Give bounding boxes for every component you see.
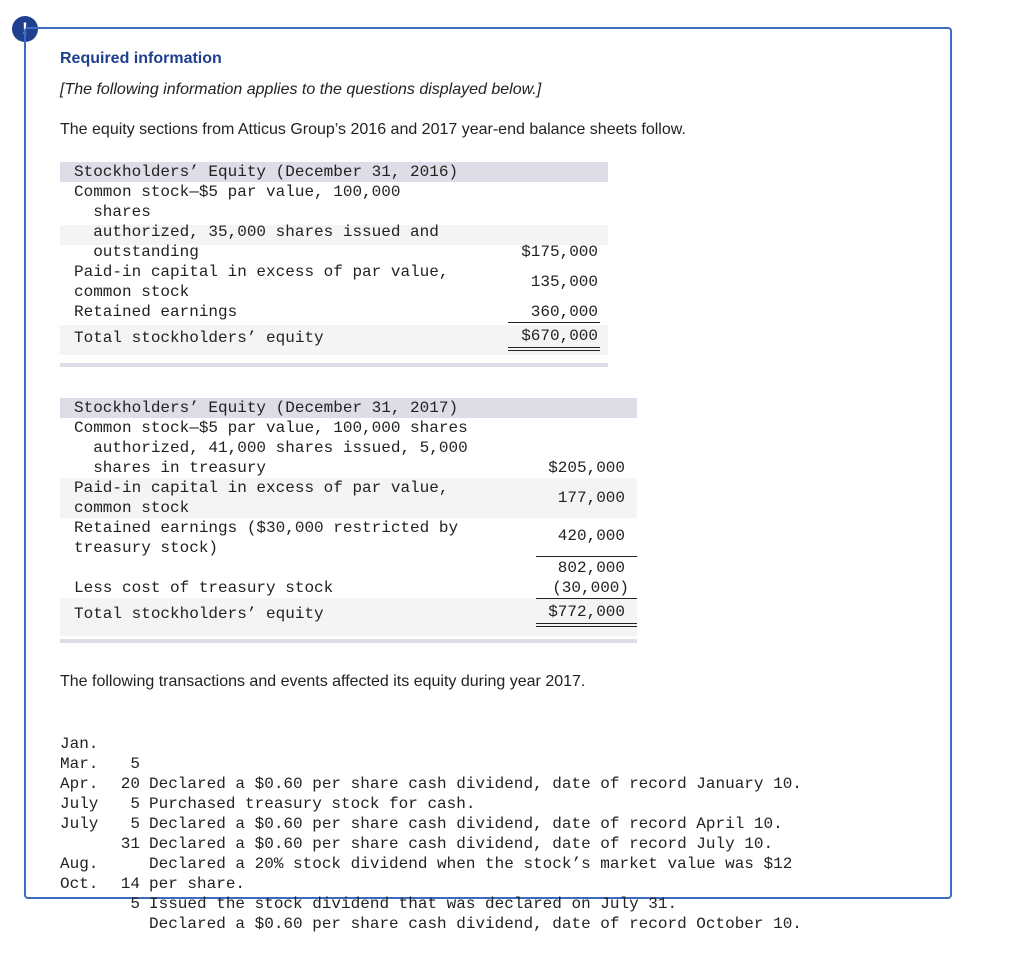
section-title: Required information [60, 50, 222, 67]
table-footer-bar [60, 639, 637, 643]
table-line: treasury stock) [74, 539, 219, 557]
transaction-text: Purchased treasury stock for cash. [149, 795, 476, 813]
amount-cell: (30,000) [552, 579, 629, 597]
transaction-day: 5 [130, 895, 140, 913]
table-line: shares in treasury [74, 459, 267, 477]
amount-cell: $670,000 [521, 327, 598, 345]
transaction-text: Declared a $0.60 per share cash dividend, date of record April 10. [149, 815, 783, 833]
table-line: Paid-in capital in excess of par value, [74, 263, 449, 281]
table-line: Paid-in capital in excess of par value, [74, 479, 449, 497]
table-line: Common stock—$5 par value, 100,000 shares [74, 419, 468, 437]
amount-cell: 135,000 [530, 273, 598, 291]
transaction-month: July [60, 795, 99, 813]
table-line: Retained earnings [74, 303, 238, 321]
table-line: authorized, 41,000 shares issued, 5,000 [74, 439, 468, 457]
double-underline-rule [508, 347, 600, 351]
transactions-list [60, 714, 802, 933]
transaction-day: 20 [120, 775, 140, 793]
transaction-day: 5 [130, 795, 140, 813]
transaction-month: Jan. [60, 735, 99, 753]
table-line: outstanding [74, 243, 199, 261]
transaction-day: 5 [130, 755, 140, 773]
underline-rule [536, 556, 637, 557]
table-line: shares [74, 203, 151, 221]
alert-icon: ! [12, 16, 38, 42]
transaction-day: 5 [130, 815, 140, 833]
transaction-month: Apr. [60, 775, 99, 793]
transaction-text: Declared a $0.60 per share cash dividend, date of record October 10. [149, 915, 802, 933]
info-note: [The following information applies to the questions displayed below.] [60, 81, 542, 98]
underline-rule [508, 322, 600, 323]
double-underline-rule [536, 623, 637, 627]
transaction-month: Mar. [60, 755, 99, 773]
transaction-month: Aug. [60, 855, 99, 873]
table-line: authorized, 35,000 shares issued and [74, 223, 439, 241]
table-line: Total stockholders’ equity [74, 329, 324, 347]
amount-cell: $175,000 [521, 243, 598, 261]
transaction-text: Declared a 20% stock dividend when the stock’s market value was $12 [149, 855, 793, 873]
amount-cell: $205,000 [548, 459, 625, 477]
transaction-text: Declared a $0.60 per share cash dividend, date of record January 10. [149, 775, 802, 793]
transaction-text: per share. [149, 875, 246, 893]
equity-table-2016 [60, 162, 608, 372]
amount-cell: 360,000 [530, 303, 598, 321]
amount-cell: 177,000 [557, 489, 625, 507]
table-line: common stock [74, 499, 190, 517]
table-footer-bar [60, 363, 608, 367]
equity-table-2017 [60, 398, 637, 648]
amount-cell: 802,000 [557, 559, 625, 577]
table-line: Retained earnings ($30,000 restricted by [74, 519, 459, 537]
table-line: Total stockholders’ equity [74, 605, 324, 623]
table-header: Stockholders’ Equity (December 31, 2016) [74, 163, 459, 181]
transaction-month: July [60, 815, 99, 833]
transaction-day: 14 [120, 875, 140, 893]
transaction-text: Declared a $0.60 per share cash dividend, date of record July 10. [149, 835, 774, 853]
transaction-day: 31 [120, 835, 140, 853]
amount-cell: 420,000 [557, 527, 625, 545]
table-line: Less cost of treasury stock [74, 579, 334, 597]
table-header: Stockholders’ Equity (December 31, 2017) [74, 399, 459, 417]
transaction-month: Oct. [60, 875, 99, 893]
transactions-intro: The following transactions and events affected its equity during year 2017. [60, 673, 586, 690]
transaction-text: Issued the stock dividend that was declared on July 31. [149, 895, 678, 913]
intro-text: The equity sections from Atticus Group’s 2016 and 2017 year-end balance sheets follow. [60, 121, 686, 138]
amount-cell: $772,000 [548, 603, 625, 621]
underline-rule [536, 598, 637, 599]
table-line: Common stock—$5 par value, 100,000 [74, 183, 401, 201]
table-line: common stock [74, 283, 190, 301]
